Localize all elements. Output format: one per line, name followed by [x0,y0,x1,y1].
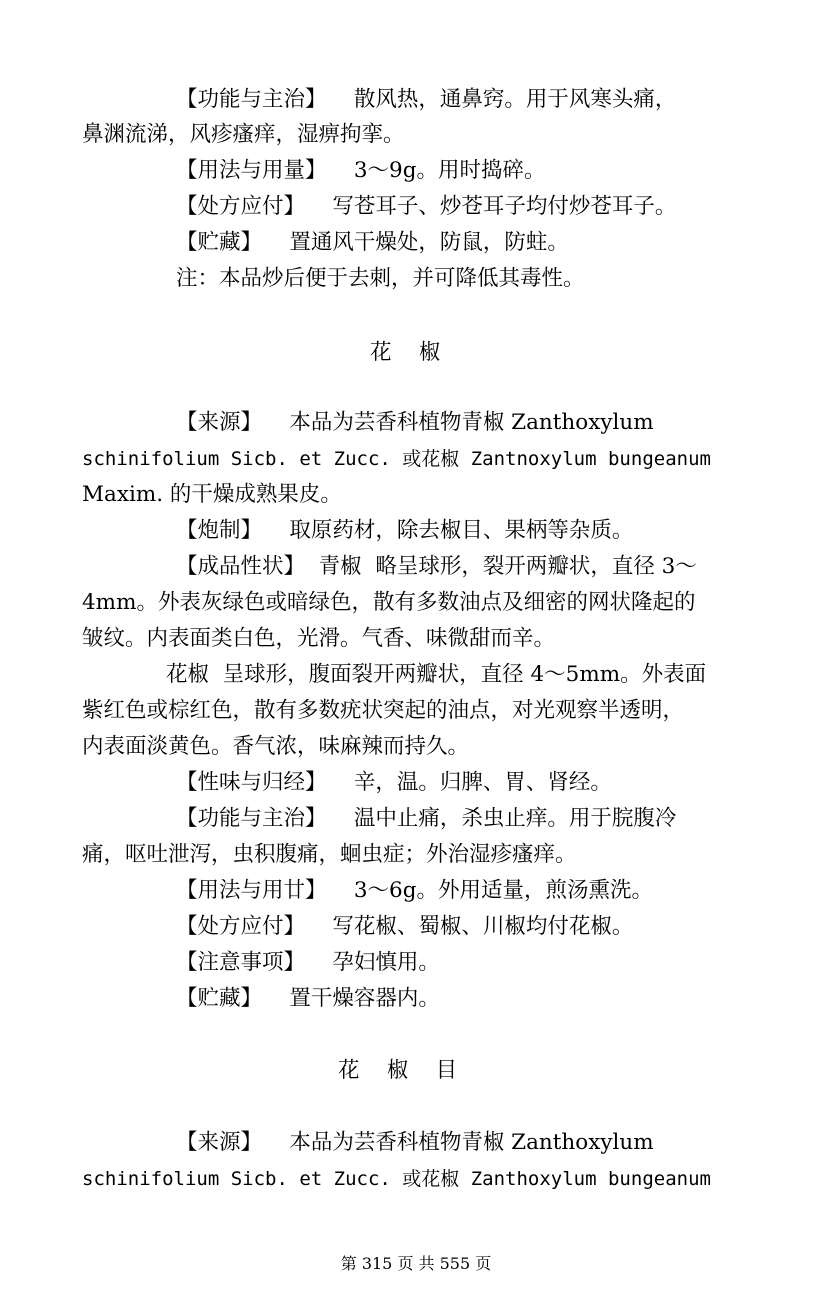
text-line: Maxim. 的干燥成熟果皮。 [82,482,342,507]
text-line: 痛，呕吐泄泻，虫积腹痛，蛔虫症；外治湿疹瘙痒。 [82,842,577,867]
section-title: 花 椒 [370,340,441,365]
text-line: 【用法与用量】 3～9g。用时捣碎。 [176,158,546,183]
text-line: 【用法与用廿】 3～6g。外用适量，煎汤熏洗。 [176,878,653,903]
text-line: 花椒 呈球形，腹面裂开两瓣状，直径 4～5mm。外表面 [166,662,707,687]
note-line: 注：本品炒后便于去刺，并可降低其毒性。 [176,266,585,291]
text-line: 【贮藏】 置通风干燥处，防鼠，防蛀。 [176,230,569,255]
text-line: 【功能与主治】 温中止痛，杀虫止痒。用于脘腹冷 [176,806,677,831]
text-line: 紫红色或棕红色，散有多数疣状突起的油点，对光观察半透明， [82,698,685,723]
text-line: 【来源】 本品为芸香科植物青椒 Zanthoxylum [176,410,654,435]
text-line: 【处方应付】 写花椒、蜀椒、川椒均付花椒。 [176,914,634,939]
text-line: schinifolium Sicb. et Zucc. 或花椒 Zantnoxylum bungeanum [82,448,711,470]
page-footer: 第 315 页 共 555 页 [340,1254,492,1273]
text-line: 【性味与归经】 辛，温。归脾、胃、肾经。 [176,770,612,795]
text-line: 【贮藏】 置干燥容器内。 [176,986,440,1011]
text-line: 皱纹。内表面类白色，光滑。气香、味微甜而辛。 [82,626,556,651]
section-title: 花 椒 目 [338,1058,458,1083]
text-line: schinifolium Sicb. et Zucc. 或花椒 Zanthoxylum bungeanum [82,1168,711,1190]
text-line: 4mm。外表灰绿色或暗绿色，散有多数油点及细密的网状隆起的 [82,590,696,615]
text-line: 【功能与主治】 散风热，通鼻窍。用于风寒头痛， [176,87,677,112]
text-line: 鼻渊流涕，风疹瘙痒，湿痹拘挛。 [82,122,405,147]
text-line: 【成品性状】 青椒 略呈球形，裂开两瓣状，直径 3～ [176,554,697,579]
text-line: 【炮制】 取原药材，除去椒目、果柄等杂质。 [176,518,634,543]
text-line: 【来源】 本品为芸香科植物青椒 Zanthoxylum [176,1130,654,1155]
text-line: 【注意事项】 孕妇慎用。 [176,950,440,975]
text-line: 【处方应付】 写苍耳子、炒苍耳子均付炒苍耳子。 [176,194,677,219]
text-line: 内表面淡黄色。香气浓，味麻辣而持久。 [82,734,470,759]
